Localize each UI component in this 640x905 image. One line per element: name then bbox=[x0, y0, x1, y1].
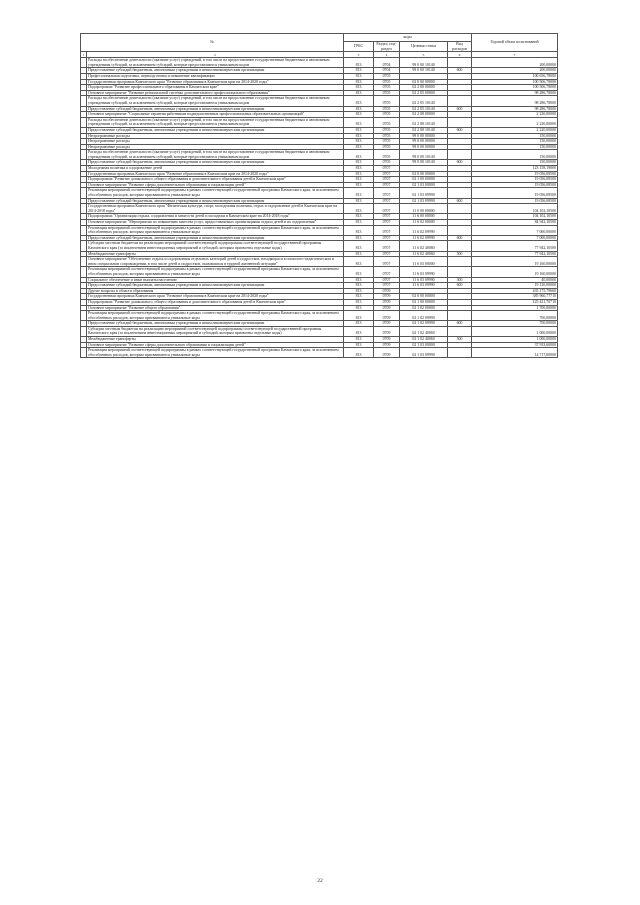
row-section: 0707 bbox=[374, 204, 400, 214]
row-target-article: 99 0 00 10140 bbox=[400, 58, 448, 68]
row-description: Государственная программа Камчатского края "Развитие образования в Камчатском крае на 2014-2020 годы" bbox=[87, 171, 344, 177]
row-description: Предоставление субсидий бюджетным, автономным учреждениям и иным некоммерческим организациям bbox=[87, 198, 344, 204]
row-description: Профессиональная подготовка, переподготовка и повышение квалификации bbox=[87, 73, 344, 79]
row-target-article: 02 1 02 09990 bbox=[400, 311, 448, 321]
row-description: Субсидии местным бюджетам на реализацию мероприятий соответствующей подпрограммы соответствующей государственной программы Камчатского края (за исключением инвестиционных мероприятий и субсидий, которым присвоены отдельные коды) bbox=[87, 241, 344, 251]
row-section: 0707 bbox=[374, 225, 400, 235]
row-description: Предоставление субсидий бюджетным, автономным учреждениям и иным некоммерческим организациям bbox=[87, 235, 344, 241]
header-idx-1: 1 bbox=[81, 52, 87, 58]
row-target-article: 02 2 08 10140 bbox=[400, 127, 448, 133]
row-amount: 2 220,00000 bbox=[472, 112, 558, 118]
row-description: Реализация мероприятий соответствующей подпрограммы в рамках соответствующей государственной программы Камчатского края, за исключением обособленных расходов, которым присваиваются уникальные коды bbox=[87, 348, 344, 358]
row-amount: 19 160,00000 bbox=[472, 257, 558, 267]
row-grbs: 813 bbox=[344, 220, 374, 226]
row-amount: 7 000,00000 bbox=[472, 235, 558, 241]
row-amount: 1 000,00000 bbox=[472, 337, 558, 343]
row-target-article: 02 1 03 09990 bbox=[400, 348, 448, 358]
row-description: Расходы на обеспечение деятельности (оказание услуг) учреждений, в том числе на предоставление государственным бюджетным и автономным учреждениям субсидий, за исключением субсидий, которые предоставляются уникальным кодом bbox=[87, 150, 344, 160]
row-grbs: 813 bbox=[344, 106, 374, 112]
row-grbs: 813 bbox=[344, 182, 374, 188]
row-amount: 700,00000 bbox=[472, 311, 558, 321]
row-grbs: 813 bbox=[344, 235, 374, 241]
row-section: 0709 bbox=[374, 326, 400, 336]
row-grbs: 813 bbox=[344, 321, 374, 327]
row-description: Реализация мероприятий соответствующей подпрограммы в рамках соответствующей государственной программы Камчатского края, за исключением обособленных расходов, которым присваиваются уникальные коды bbox=[87, 311, 344, 321]
row-amount: 100 506,78000 bbox=[472, 85, 558, 91]
row-amount: 385 960,77710 bbox=[472, 294, 558, 300]
header-codes: коды bbox=[344, 34, 472, 42]
row-expense-kind bbox=[448, 188, 472, 198]
row-expense-kind bbox=[448, 225, 472, 235]
table-row bbox=[81, 326, 558, 336]
row-grbs: 813 bbox=[344, 85, 374, 91]
row-grbs: 813 bbox=[344, 166, 374, 172]
row-grbs: 813 bbox=[344, 112, 374, 118]
row-section: 0707 bbox=[374, 182, 400, 188]
row-target-article: 99 0 00 10140 bbox=[400, 160, 448, 166]
row-section: 0707 bbox=[374, 257, 400, 267]
budget-table bbox=[80, 33, 558, 358]
row-grbs: 813 bbox=[344, 337, 374, 343]
row-target-article: 02 1 02 00000 bbox=[400, 305, 448, 311]
row-description: Субсидии местным бюджетам на реализацию мероприятий соответствующей подпрограммы соответствующей государственной программы Камчатского края (за исключением инвестиционных мероприятий и субсидий, которым присвоены отдельные коды) bbox=[87, 326, 344, 336]
row-description: Предоставление субсидий бюджетным, автономным учреждениям и иным некоммерческим организациям bbox=[87, 106, 344, 112]
row-expense-kind bbox=[448, 241, 472, 251]
row-grbs: 813 bbox=[344, 198, 374, 204]
row-amount: 19 120,00000 bbox=[472, 283, 558, 289]
row-description: Государственная программа Камчатского края "Развитие образования в Камчатском крае на 2014-2020 годы" bbox=[87, 294, 344, 300]
row-grbs: 813 bbox=[344, 241, 374, 251]
row-grbs: 813 bbox=[344, 90, 374, 96]
row-expense-kind bbox=[448, 150, 472, 160]
row-expense-kind: 300 bbox=[448, 277, 472, 283]
row-grbs: 813 bbox=[344, 251, 374, 257]
row-amount: 98 286,78000 bbox=[472, 96, 558, 106]
row-description: Основное мероприятие "Развитие региональной системы дополнительного профессионального образования" bbox=[87, 90, 344, 96]
row-amount: 435 175,79660 bbox=[472, 288, 558, 294]
row-description: Предоставление субсидий бюджетным, автономным учреждениям и иным некоммерческим организациям bbox=[87, 283, 344, 289]
row-description: Подпрограмма "Организация отдыха, оздоровления и занятости детей и молодежи в Камчатском крае на 2014-2018 годы" bbox=[87, 214, 344, 220]
row-amount: 100 656,78000 bbox=[472, 73, 558, 79]
row-target-article: 11 6 03 09990 bbox=[400, 277, 448, 283]
row-description: Расходы на обеспечение деятельности (оказание услуг) учреждений, в том числе на предоставление государственным бюджетным и автономным учреждениям субсидий, за исключением субсидий, которые предоставляются уникальным кодом bbox=[87, 117, 344, 127]
table-row bbox=[81, 150, 558, 160]
row-grbs: 813 bbox=[344, 283, 374, 289]
row-target-article: 02 1 02 09990 bbox=[400, 321, 448, 327]
row-expense-kind bbox=[448, 326, 472, 336]
row-amount: 150,00000 bbox=[472, 160, 558, 166]
row-description: Межбюджетные трансферты bbox=[87, 337, 344, 343]
row-target-article: 02 1 03 00000 bbox=[400, 342, 448, 348]
row-amount: 2 220,00000 bbox=[472, 127, 558, 133]
row-amount: 104 102,10500 bbox=[472, 214, 558, 220]
row-amount: 40,00000 bbox=[472, 277, 558, 283]
row-amount: 125 421,70710 bbox=[472, 299, 558, 305]
row-amount: 98 286,78000 bbox=[472, 106, 558, 112]
row-grbs: 813 bbox=[344, 58, 374, 68]
row-section: 0707 bbox=[374, 177, 400, 183]
row-grbs: 813 bbox=[344, 73, 374, 79]
row-expense-kind: 600 bbox=[448, 68, 472, 74]
row-expense-kind: 600 bbox=[448, 198, 472, 204]
row-expense-kind: 600 bbox=[448, 321, 472, 327]
row-description: Реализация мероприятий соответствующей подпрограммы в рамках соответствующей государственной программы Камчатского края, за исключением обособленных расходов, которым присваиваются уникальные коды bbox=[87, 188, 344, 198]
row-amount: 7 000,00000 bbox=[472, 225, 558, 235]
row-section: 0705 bbox=[374, 73, 400, 79]
row-section: 0707 bbox=[374, 251, 400, 257]
row-amount: 200,00000 bbox=[472, 68, 558, 74]
table-header bbox=[81, 34, 558, 58]
row-target-article: 02 0 00 00000 bbox=[400, 294, 448, 300]
row-section: 0707 bbox=[374, 277, 400, 283]
row-grbs: 813 bbox=[344, 68, 374, 74]
row-section: 0705 bbox=[374, 96, 400, 106]
row-target-article: 02 2 00 00000 bbox=[400, 85, 448, 91]
row-target-article: 02 2 05 00000 bbox=[400, 90, 448, 96]
row-target-article: 11 0 00 00000 bbox=[400, 204, 448, 214]
header-volume: Годовой объем ассигнований bbox=[472, 34, 558, 52]
row-description: Реализация мероприятий соответствующей подпрограммы в рамках соответствующей государственной программы Камчатского края, за исключением обособленных расходов, которым присваиваются уникальные коды bbox=[87, 267, 344, 277]
row-grbs: 813 bbox=[344, 171, 374, 177]
row-description: Подпрограмма "Развитие дошкольного, общего образования и дополнительного образования детей в Камчатском крае" bbox=[87, 177, 344, 183]
header-grbs: ГРБС bbox=[344, 42, 374, 52]
row-amount: 19 056,08500 bbox=[472, 171, 558, 177]
row-amount: 200,00000 bbox=[472, 58, 558, 68]
row-target-article: 02 2 05 10140 bbox=[400, 96, 448, 106]
row-amount: 14 717,00000 bbox=[472, 348, 558, 358]
row-grbs: 813 bbox=[344, 139, 374, 145]
row-description: Непрограммные расходы bbox=[87, 139, 344, 145]
row-grbs: 813 bbox=[344, 204, 374, 214]
header-idx-6: 6 bbox=[448, 52, 472, 58]
row-section: 0709 bbox=[374, 348, 400, 358]
row-amount: 150,00000 bbox=[472, 144, 558, 150]
row-description: Подпрограмма "Развитие дошкольного, общего образования и дополнительного образования детей в Камчатском крае" bbox=[87, 299, 344, 305]
row-amount: 77 942,10500 bbox=[472, 251, 558, 257]
row-grbs: 813 bbox=[344, 225, 374, 235]
row-expense-kind bbox=[448, 58, 472, 68]
row-target-article: 11 6 02 40060 bbox=[400, 241, 448, 251]
row-section: 0709 bbox=[374, 311, 400, 321]
row-expense-kind: 600 bbox=[448, 235, 472, 241]
row-description: Социальное обеспечение и иные выплаты населению bbox=[87, 277, 344, 283]
table-row bbox=[81, 96, 558, 106]
row-description: Основное мероприятие "Обеспечение отдыха и оздоровления отдельных категорий детей и подростков, находящихся в психолого-педагогическом и ином специальном сопровождении, в том числе детей и подростков, оказавшихся в трудной жизненной ситуации" bbox=[87, 257, 344, 267]
table-row bbox=[81, 188, 558, 198]
row-section: 0705 bbox=[374, 150, 400, 160]
row-amount: 123 158,19000 bbox=[472, 166, 558, 172]
row-description: Реализация мероприятий соответствующей подпрограммы в рамках соответствующей государственной программы Камчатского края, за исключением обособленных расходов, которым присваиваются уникальные коды bbox=[87, 225, 344, 235]
row-section: 0705 bbox=[374, 139, 400, 145]
row-grbs: 813 bbox=[344, 288, 374, 294]
row-section: 0704 bbox=[374, 68, 400, 74]
row-target-article: 99 0 00 10140 bbox=[400, 150, 448, 160]
row-expense-kind bbox=[448, 348, 472, 358]
row-amount: 19 160,00000 bbox=[472, 267, 558, 277]
row-target-article: 11 6 03 00000 bbox=[400, 257, 448, 267]
row-expense-kind: 600 bbox=[448, 283, 472, 289]
row-grbs: 813 bbox=[344, 277, 374, 283]
row-amount: 98 286,78000 bbox=[472, 90, 558, 96]
row-amount: 2 220,00000 bbox=[472, 117, 558, 127]
page-number: 22 bbox=[317, 878, 323, 884]
row-expense-kind bbox=[448, 117, 472, 127]
row-grbs: 813 bbox=[344, 348, 374, 358]
row-expense-kind bbox=[448, 204, 472, 214]
row-target-article: 11 6 02 40060 bbox=[400, 251, 448, 257]
row-target-article: 11 6 02 09990 bbox=[400, 225, 448, 235]
row-description: Основное мероприятие "Развитие сферы дополнительного образования и социализации детей" bbox=[87, 182, 344, 188]
row-grbs: 813 bbox=[344, 214, 374, 220]
table-row bbox=[81, 348, 558, 358]
row-section: 0709 bbox=[374, 305, 400, 311]
row-target-article: 02 1 00 00000 bbox=[400, 177, 448, 183]
row-expense-kind: 600 bbox=[448, 160, 472, 166]
row-grbs: 813 bbox=[344, 188, 374, 198]
row-section: 0705 bbox=[374, 160, 400, 166]
row-grbs: 813 bbox=[344, 79, 374, 85]
header-idx-2: 2 bbox=[87, 52, 344, 58]
row-description: Молодежная политика и оздоровление детей bbox=[87, 166, 344, 172]
row-grbs: 813 bbox=[344, 305, 374, 311]
row-description: Основное мероприятие "Развитие сферы дополнительного образования и социализации детей" bbox=[87, 342, 344, 348]
row-grbs: 813 bbox=[344, 342, 374, 348]
row-amount: 19 056,08500 bbox=[472, 188, 558, 198]
row-description: Предоставление субсидий бюджетным, автономным учреждениям и иным некоммерческим организациям bbox=[87, 321, 344, 327]
row-section: 0705 bbox=[374, 127, 400, 133]
row-target-article: 02 1 03 09990 bbox=[400, 198, 448, 204]
table-row bbox=[81, 225, 558, 235]
row-section: 0707 bbox=[374, 171, 400, 177]
row-section: 0705 bbox=[374, 106, 400, 112]
row-section: 0709 bbox=[374, 321, 400, 327]
row-description: Основное мероприятие "Развитие общего образования" bbox=[87, 305, 344, 311]
row-target-article: 11 6 03 09990 bbox=[400, 267, 448, 277]
row-description: Другие вопросы в области образования bbox=[87, 288, 344, 294]
row-grbs: 813 bbox=[344, 267, 374, 277]
row-section: 0709 bbox=[374, 294, 400, 300]
row-amount: 104 102,10500 bbox=[472, 204, 558, 214]
row-target-article: 11 6 02 09990 bbox=[400, 235, 448, 241]
row-description: Предоставление субсидий бюджетным, автономным учреждениям и иным некоммерческим организациям bbox=[87, 68, 344, 74]
header-num: № bbox=[81, 34, 344, 52]
row-section: 0705 bbox=[374, 117, 400, 127]
row-grbs: 813 bbox=[344, 311, 374, 321]
row-section: 0709 bbox=[374, 299, 400, 305]
row-description: Межбюджетные трансферты bbox=[87, 251, 344, 257]
row-section: 0709 bbox=[374, 342, 400, 348]
row-grbs: 813 bbox=[344, 160, 374, 166]
header-idx-7: 7 bbox=[472, 52, 558, 58]
table-row bbox=[81, 241, 558, 251]
row-section: 0705 bbox=[374, 85, 400, 91]
row-section: 0707 bbox=[374, 267, 400, 277]
row-amount: 150,00000 bbox=[472, 139, 558, 145]
table-body bbox=[81, 58, 558, 358]
row-section: 0705 bbox=[374, 112, 400, 118]
row-section: 0707 bbox=[374, 235, 400, 241]
row-target-article: 99 0 00 00000 bbox=[400, 139, 448, 145]
row-target-article: 11 6 03 09990 bbox=[400, 283, 448, 289]
row-description: Расходы на обеспечение деятельности (оказание услуг) учреждений, в том числе на предоставление государственным бюджетным и автономным учреждениям субсидий, за исключением субсидий, которые предоставляются уникальным кодом bbox=[87, 58, 344, 68]
row-grbs: 813 bbox=[344, 326, 374, 336]
row-section: 0707 bbox=[374, 241, 400, 251]
row-grbs: 813 bbox=[344, 117, 374, 127]
row-section: 0704 bbox=[374, 58, 400, 68]
row-target-article: 02 1 02 40060 bbox=[400, 326, 448, 336]
row-description: Государственная программа Камчатского края "Физическая культура, спорт, молодежная политика, отдых и оздоровление детей в Камчатском крае на 2014-2018 годы" bbox=[87, 204, 344, 214]
row-section: 0707 bbox=[374, 166, 400, 172]
row-amount: 150,00000 bbox=[472, 133, 558, 139]
row-description: Непрограммные расходы bbox=[87, 144, 344, 150]
row-amount: 1 000,00000 bbox=[472, 326, 558, 336]
row-section: 0705 bbox=[374, 79, 400, 85]
row-section: 0709 bbox=[374, 337, 400, 343]
row-grbs: 813 bbox=[344, 144, 374, 150]
table-row bbox=[81, 257, 558, 267]
row-target-article: 02 1 03 09990 bbox=[400, 188, 448, 198]
row-target-article: 99 0 00 10140 bbox=[400, 68, 448, 74]
row-amount: 19 056,08500 bbox=[472, 182, 558, 188]
table-row bbox=[81, 58, 558, 68]
row-target-article: 02 2 05 10140 bbox=[400, 106, 448, 112]
row-section: 0705 bbox=[374, 144, 400, 150]
row-target-article: 02 1 00 00000 bbox=[400, 299, 448, 305]
row-grbs: 813 bbox=[344, 177, 374, 183]
row-target-article: 02 1 02 40060 bbox=[400, 337, 448, 343]
row-expense-kind bbox=[448, 311, 472, 321]
row-section: 0709 bbox=[374, 288, 400, 294]
row-description: Расходы на обеспечение деятельности (оказание услуг) учреждений, в том числе на предоставление государственным бюджетным и автономным учреждениям субсидий, за исключением субсидий, которые предоставляются уникальным кодом bbox=[87, 96, 344, 106]
header-kind: Вид расходов bbox=[448, 42, 472, 52]
row-section: 0707 bbox=[374, 198, 400, 204]
table-row bbox=[81, 204, 558, 214]
row-grbs: 813 bbox=[344, 294, 374, 300]
table-row bbox=[81, 267, 558, 277]
row-target-article: 02 0 00 00000 bbox=[400, 79, 448, 85]
row-amount: 1 700,00000 bbox=[472, 305, 558, 311]
row-grbs: 813 bbox=[344, 257, 374, 267]
row-amount: 700,00000 bbox=[472, 321, 558, 327]
row-amount: 100 506,78000 bbox=[472, 79, 558, 85]
row-target-article: 02 1 03 00000 bbox=[400, 182, 448, 188]
row-description: Основное мероприятие "Мероприятия по повышению качества услуг, предоставляемых организациями отдыха детей и их оздоровления" bbox=[87, 220, 344, 226]
row-expense-kind bbox=[448, 257, 472, 267]
row-amount: 37 933,60000 bbox=[472, 342, 558, 348]
row-grbs: 813 bbox=[344, 299, 374, 305]
row-target-article: 02 2 08 10140 bbox=[400, 117, 448, 127]
header-idx-5: 5 bbox=[400, 52, 448, 58]
row-target-article: 02 2 08 00000 bbox=[400, 112, 448, 118]
row-amount: 150,00000 bbox=[472, 150, 558, 160]
header-idx-3: 3 bbox=[344, 52, 374, 58]
row-description: Государственная программа Камчатского края "Развитие образования в Камчатском крае на 2014-2020 годы" bbox=[87, 79, 344, 85]
row-expense-kind: 600 bbox=[448, 127, 472, 133]
row-section: 0705 bbox=[374, 90, 400, 96]
row-description: Основное мероприятие "Социальные гарантии работникам подведомственных профессиональных образовательных организаций" bbox=[87, 112, 344, 118]
row-target-article: 02 0 00 00000 bbox=[400, 171, 448, 177]
row-expense-kind: 500 bbox=[448, 251, 472, 257]
table-row bbox=[81, 117, 558, 127]
row-target-article: 99 0 00 00000 bbox=[400, 133, 448, 139]
row-description: Подпрограмма "Развитие профессионального образования в Камчатском крае" bbox=[87, 85, 344, 91]
row-section: 0707 bbox=[374, 214, 400, 220]
row-amount: 77 942,10500 bbox=[472, 241, 558, 251]
row-amount: 84 942,10500 bbox=[472, 220, 558, 226]
row-section: 0707 bbox=[374, 283, 400, 289]
row-description: Предоставление субсидий бюджетным, автономным учреждениям и иным некоммерческим организациям bbox=[87, 160, 344, 166]
row-expense-kind: 600 bbox=[448, 106, 472, 112]
row-amount: 19 056,08500 bbox=[472, 177, 558, 183]
row-grbs: 813 bbox=[344, 133, 374, 139]
row-expense-kind bbox=[448, 267, 472, 277]
row-grbs: 813 bbox=[344, 127, 374, 133]
row-section: 0707 bbox=[374, 220, 400, 226]
row-grbs: 813 bbox=[344, 150, 374, 160]
row-target-article: 99 0 00 00000 bbox=[400, 144, 448, 150]
row-expense-kind: 500 bbox=[448, 337, 472, 343]
row-grbs: 813 bbox=[344, 96, 374, 106]
header-idx-4: 4 bbox=[374, 52, 400, 58]
row-description: Непрограммные расходы bbox=[87, 133, 344, 139]
row-target-article: 11 6 02 00000 bbox=[400, 220, 448, 226]
row-section: 0705 bbox=[374, 133, 400, 139]
header-section: Раздел, под-раздел bbox=[374, 42, 400, 52]
row-amount: 19 056,08500 bbox=[472, 198, 558, 204]
header-target: Целевая статья bbox=[400, 42, 448, 52]
row-target-article: 11 6 00 00000 bbox=[400, 214, 448, 220]
row-description: Предоставление субсидий бюджетным, автономным учреждениям и иным некоммерческим организациям bbox=[87, 127, 344, 133]
row-expense-kind bbox=[448, 96, 472, 106]
table-row bbox=[81, 311, 558, 321]
row-section: 0707 bbox=[374, 188, 400, 198]
